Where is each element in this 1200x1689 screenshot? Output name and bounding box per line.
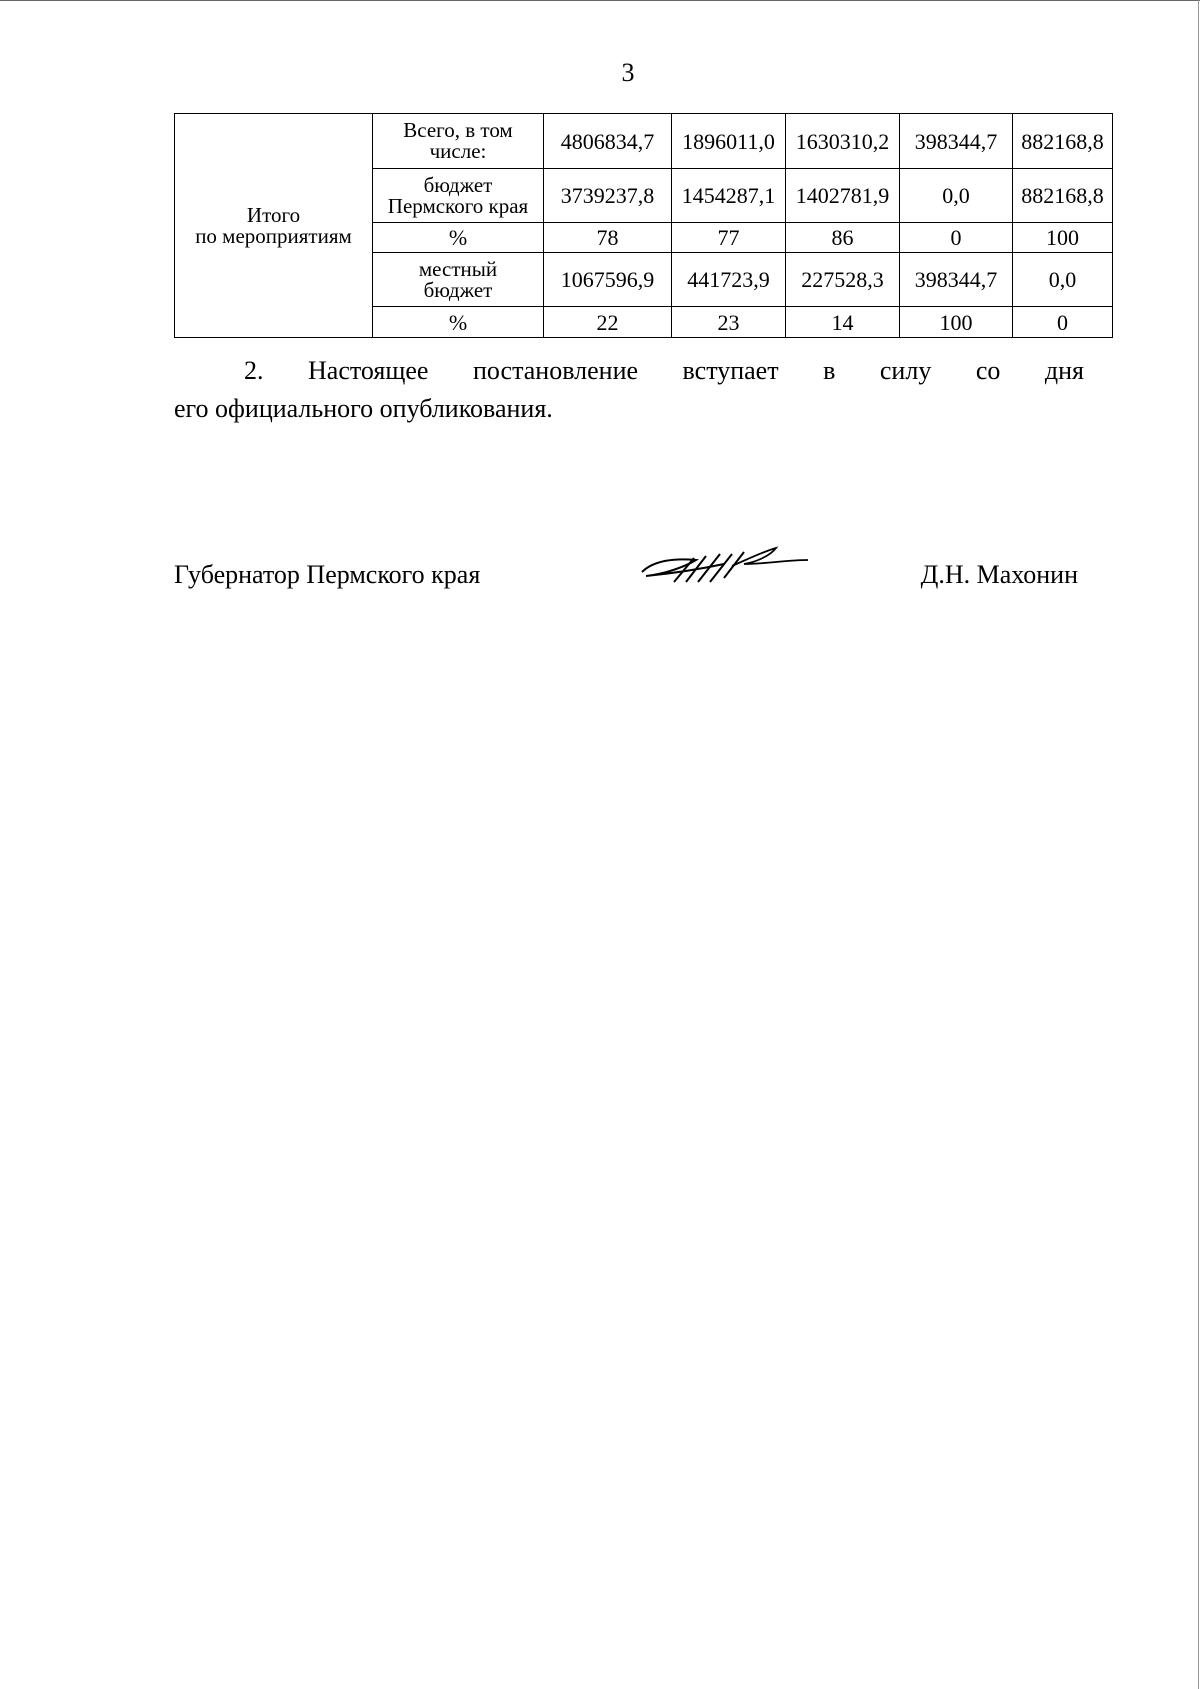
table-cell: 227528,3 <box>786 253 900 307</box>
table-cell: 77 <box>672 223 786 253</box>
page-top-edge <box>0 0 1200 1</box>
page-number: 3 <box>621 58 635 87</box>
effective-date-paragraph-line1: 2. Настоящее постановление вступает в силу со дня <box>244 356 1084 385</box>
table-cell: 1454287,1 <box>672 169 786 223</box>
row-label: местный <box>418 256 498 281</box>
table-cell: 1896011,0 <box>672 114 786 169</box>
signatory-title: Губернатор Пермского края <box>174 560 481 589</box>
table-cell: 3739237,8 <box>544 169 672 223</box>
table-cell: 0,0 <box>1013 253 1113 307</box>
table-cell: 0 <box>1013 307 1113 338</box>
signatory-name: Д.Н. Махонин <box>920 560 1078 589</box>
table-cell: 398344,7 <box>900 253 1013 307</box>
table-cell: 1067596,9 <box>544 253 672 307</box>
table-cell: 22 <box>544 307 672 338</box>
row-label: бюджет <box>423 172 493 197</box>
row-label-cell <box>373 253 544 307</box>
row-label: числе: <box>429 139 487 163</box>
table-cell: 100 <box>900 307 1013 338</box>
table-cell: 4806834,7 <box>544 114 672 169</box>
table-row <box>175 114 1113 169</box>
table-cell: 78 <box>544 223 672 253</box>
table-cell: 1402781,9 <box>786 169 900 223</box>
effective-date-paragraph-line2: его официального опубликования. <box>174 394 553 423</box>
budget-summary-table <box>174 113 1113 338</box>
table-cell: 882168,8 <box>1013 169 1113 223</box>
group-label-line2: по мероприятиям <box>195 223 352 248</box>
row-label-cell: % <box>373 307 544 338</box>
table-cell: 14 <box>786 307 900 338</box>
table-cell: 882168,8 <box>1013 114 1113 169</box>
table-cell: 441723,9 <box>672 253 786 307</box>
table-cell: 100 <box>1013 223 1113 253</box>
group-label-cell <box>175 114 373 338</box>
page-right-edge <box>1198 0 1199 1689</box>
table-cell: 23 <box>672 307 786 338</box>
handwritten-signature <box>636 530 816 600</box>
row-label-cell <box>373 114 544 169</box>
row-label: Всего, в том <box>403 118 513 142</box>
row-label-cell: % <box>373 223 544 253</box>
table-cell: 0,0 <box>900 169 1013 223</box>
table-cell: 86 <box>786 223 900 253</box>
group-label-line1: Итого <box>246 202 301 227</box>
table-cell: 0 <box>900 223 1013 253</box>
row-label: Пермского края <box>387 193 529 218</box>
table-cell: 1630310,2 <box>786 114 900 169</box>
table-cell: 398344,7 <box>900 114 1013 169</box>
row-label-cell <box>373 169 544 223</box>
row-label: бюджет <box>423 277 493 302</box>
